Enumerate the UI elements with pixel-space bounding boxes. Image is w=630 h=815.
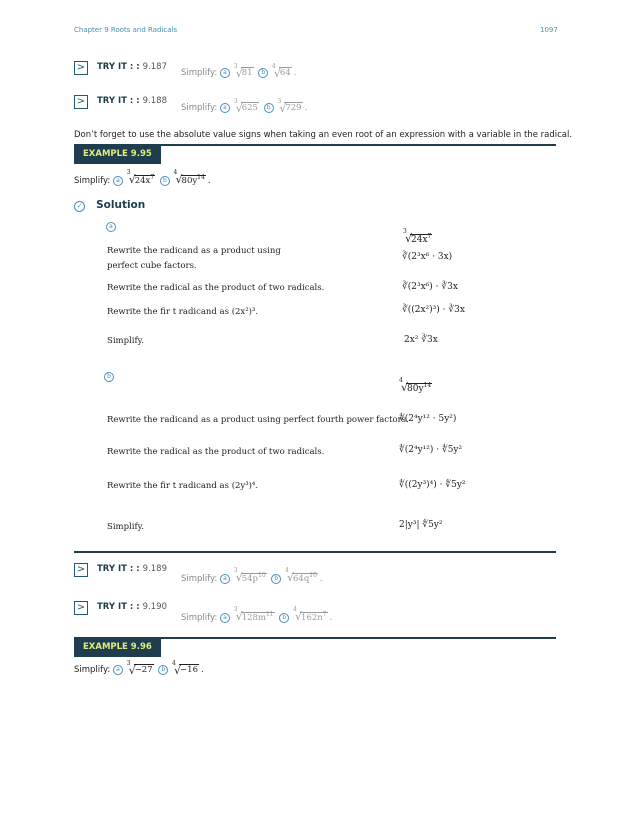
part-a-marker: a <box>220 103 230 113</box>
part-b-marker: b <box>279 613 289 623</box>
step-result: ∛(2³x⁶) · ∛3x <box>402 282 458 292</box>
example-label: EXAMPLE 9.95 <box>74 145 161 164</box>
part-b-marker: b <box>160 176 170 186</box>
simplify-label: Simplify: <box>74 665 111 675</box>
radical-expression: 3 √ 625 <box>233 98 258 115</box>
try-it-problem: Simplify: a 3 √ $128m^{11}$ b 4 √ $162n^7$ . <box>181 606 333 623</box>
try-it-label: TRY IT : : <box>97 602 140 612</box>
expand-arrow-icon[interactable]: > <box>74 563 88 577</box>
part-b-marker: b <box>271 574 281 584</box>
radical-expression: 4 √ −16 <box>172 660 198 677</box>
simplify-label: Simplify: <box>181 68 218 78</box>
example-label: EXAMPLE 9.96 <box>74 638 161 657</box>
radical-expression: 3 √ $128m^{11}$ <box>233 606 274 623</box>
radical-expression: 4 √ 64 <box>271 63 291 80</box>
try-it-number: 9.189 <box>142 564 167 574</box>
simplify-label: Simplify: <box>181 103 218 113</box>
part-b-marker: b <box>258 68 268 78</box>
try-it-label: TRY IT : : <box>97 96 140 106</box>
step-text: Rewrite the fir t radicand as (2y³)⁴. <box>107 481 259 491</box>
simplify-label: Simplify: <box>181 612 218 623</box>
radical-expression: 4 √ $64q^{10}$ <box>285 567 317 584</box>
page-number: 1097 <box>540 26 558 34</box>
part-a-marker: a <box>220 68 230 78</box>
radical-expression: 3 √ $24x^7$ <box>126 169 155 186</box>
chapter-title: Chapter 9 Roots and Radicals <box>74 26 178 34</box>
radical-expression: 3 √ 729 <box>277 98 302 115</box>
step-text: perfect cube factors. <box>107 261 197 271</box>
simplify-label: Simplify: <box>181 573 218 584</box>
example-problem: Simplify: a 3 √ −27 b 4 √ −16 . <box>74 660 204 677</box>
part-b-marker: b <box>264 103 274 113</box>
step-result: ∛(2³x⁶ · 3x) <box>402 252 453 262</box>
part-b-marker: b <box>104 372 114 382</box>
radical-expression: 3 √ −27 <box>126 660 153 677</box>
step-text: Simplify. <box>107 336 145 346</box>
example-end-rule <box>74 551 556 553</box>
step-result: ∜(2⁴y¹²) · ∜5y² <box>399 445 463 455</box>
expand-arrow-icon[interactable]: > <box>74 61 88 75</box>
radical-expression: 3 √ 81 <box>233 63 253 80</box>
step-text: Rewrite the radicand as a product using perfect fourth power factors. <box>107 415 409 425</box>
part-a-marker: a <box>113 665 123 675</box>
start-expression: 3 √ $24x^7$ <box>403 228 432 245</box>
expand-arrow-icon[interactable]: > <box>74 601 88 615</box>
expand-arrow-icon[interactable]: > <box>74 95 88 109</box>
try-it-number: 9.187 <box>142 62 167 72</box>
try-it-problem: Simplify: a 3 √ 81 b 4 √ 64 . <box>181 63 297 80</box>
step-text: Rewrite the radicand as a product using <box>107 246 281 256</box>
try-it-problem: Simplify: a 3 √ $54p^{10}$ b 4 √ $64q^{10}$ . <box>181 567 323 584</box>
step-result: ∜((2y³)⁴) · ∜5y² <box>399 480 466 490</box>
try-it-label: TRY IT : : <box>97 564 140 574</box>
example-problem: Simplify: a 3 √ $24x^7$ b 4 √ $80y^{14}$ . <box>74 169 211 186</box>
step-result: 2|y³| ∜5y² <box>399 520 443 530</box>
check-circle-icon: ✓ <box>74 201 85 212</box>
absolute-value-note: Don’t forget to use the absolute value signs when taking an even root of an expression with a variable in the radical. <box>74 130 573 140</box>
try-it-problem: Simplify: a 3 √ 625 b 3 √ 729 . <box>181 98 308 115</box>
solution-label: Solution <box>96 199 146 211</box>
step-text: Rewrite the radical as the product of two radicals. <box>107 447 325 457</box>
radical-expression: 4 √ $162n^7$ <box>293 606 327 623</box>
radical-expression: 4 √ $80y^{14}$ <box>173 169 205 186</box>
simplify-label: Simplify: <box>74 175 111 186</box>
radical-expression: 3 √ $54p^{10}$ <box>233 567 266 584</box>
solution-header[interactable] <box>74 193 145 212</box>
step-text: Simplify. <box>107 522 145 532</box>
try-it-number: 9.188 <box>142 96 167 106</box>
try-it-label: TRY IT : : <box>97 62 140 72</box>
start-expression: 4 √ $80y^{14}$ <box>399 377 432 394</box>
part-a-marker: a <box>106 222 116 232</box>
part-a-marker: a <box>220 613 230 623</box>
part-b-marker: b <box>158 665 168 675</box>
part-a-marker: a <box>220 574 230 584</box>
try-it-number: 9.190 <box>142 602 167 612</box>
step-result: ∛((2x²)³) · ∛3x <box>402 305 465 315</box>
step-text: Rewrite the radical as the product of two radicals. <box>107 283 325 293</box>
step-text: Rewrite the fir t radicand as (2x²)³. <box>107 307 259 317</box>
step-result: 2x² ∛3x <box>404 335 438 345</box>
part-a-marker: a <box>113 176 123 186</box>
step-result: ∜(2⁴y¹² · 5y²) <box>399 414 457 424</box>
